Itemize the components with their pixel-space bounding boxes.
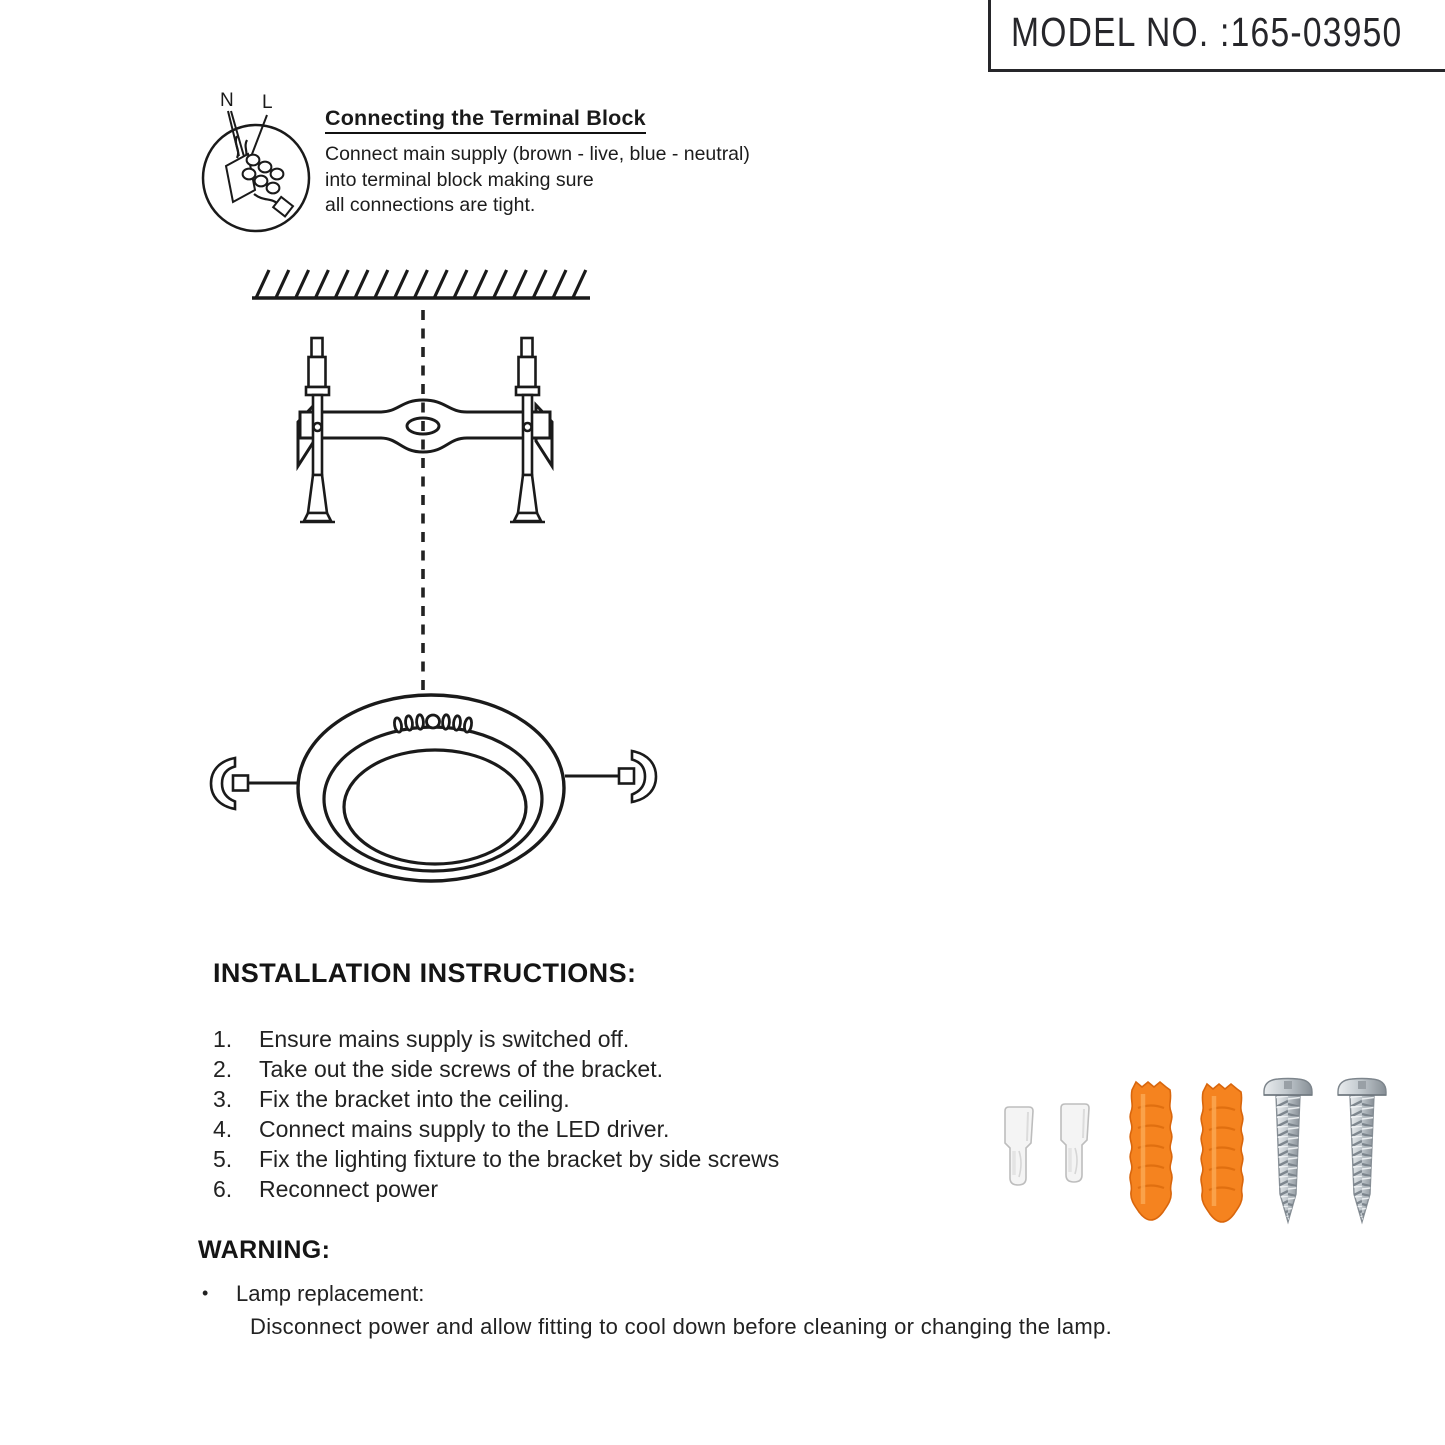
- terminal-text-line: all connections are tight.: [325, 194, 536, 216]
- installation-step: [213, 1084, 779, 1114]
- installation-step: [213, 1054, 779, 1084]
- ceiling-hatch: [250, 264, 594, 304]
- terminal-section-heading: Connecting the Terminal Block: [325, 106, 646, 134]
- wall-plug-anchor: [1130, 1082, 1172, 1220]
- step-number: 3.: [213, 1086, 233, 1112]
- wall-plug-anchor: [1201, 1084, 1243, 1222]
- step-text: Take out the side screws of the bracket.: [259, 1056, 663, 1082]
- fixture-side-screw-right: [565, 751, 656, 802]
- warning-detail: Disconnect power and allow fitting to cool down before cleaning or changing the lamp.: [250, 1314, 1113, 1339]
- step-number: 5.: [213, 1146, 233, 1172]
- mounting-screws-image: [1256, 1070, 1391, 1230]
- step-number: 4.: [213, 1116, 233, 1142]
- step-number: 6.: [213, 1176, 233, 1202]
- step-text: Ensure mains supply is switched off.: [259, 1026, 630, 1052]
- installation-heading: INSTALLATION INSTRUCTIONS:: [213, 958, 637, 988]
- installation-step: [213, 1114, 779, 1144]
- installation-step: [213, 1144, 779, 1174]
- dashed-centerline: [417, 306, 429, 706]
- warning-heading: WARNING:: [198, 1236, 331, 1264]
- step-number: 1.: [213, 1026, 233, 1052]
- warning-item-text: Lamp replacement:: [236, 1281, 425, 1306]
- self-tapping-screw: [1338, 1079, 1386, 1223]
- installation-step: [213, 1174, 779, 1204]
- warning-item: [202, 1281, 424, 1307]
- terminal-block: [226, 154, 293, 216]
- step-number: 2.: [213, 1056, 233, 1082]
- label-neutral: N: [220, 90, 234, 111]
- bullet-icon: •: [202, 1283, 209, 1303]
- led-fixture-diagram: [195, 655, 675, 903]
- model-number-box: [988, 0, 1445, 72]
- fixture-side-screw-left: [211, 758, 302, 809]
- wire-connector-cap: [1005, 1107, 1033, 1185]
- installation-steps: [213, 1024, 779, 1204]
- wire-connector-caps-image: [998, 1096, 1113, 1188]
- terminal-section-text: [325, 142, 750, 219]
- step-text: Reconnect power: [259, 1176, 438, 1202]
- self-tapping-screw: [1264, 1079, 1312, 1223]
- wall-plug-anchors-image: [1120, 1068, 1250, 1233]
- step-text: Fix the lighting fixture to the bracket by side screws: [259, 1146, 780, 1172]
- model-number-label: MODEL NO. :165-03950: [1011, 8, 1403, 55]
- terminal-block-diagram-icon: [192, 84, 328, 236]
- step-text: Connect mains supply to the LED driver.: [259, 1116, 670, 1142]
- label-live: L: [262, 92, 273, 113]
- terminal-text-line: Connect main supply (brown - live, blue - neutral): [325, 143, 750, 165]
- terminal-text-line: into terminal block making sure: [325, 168, 594, 191]
- step-text: Fix the bracket into the ceiling.: [259, 1086, 570, 1112]
- installation-step: [213, 1024, 779, 1054]
- wire-connector-cap: [1061, 1104, 1089, 1182]
